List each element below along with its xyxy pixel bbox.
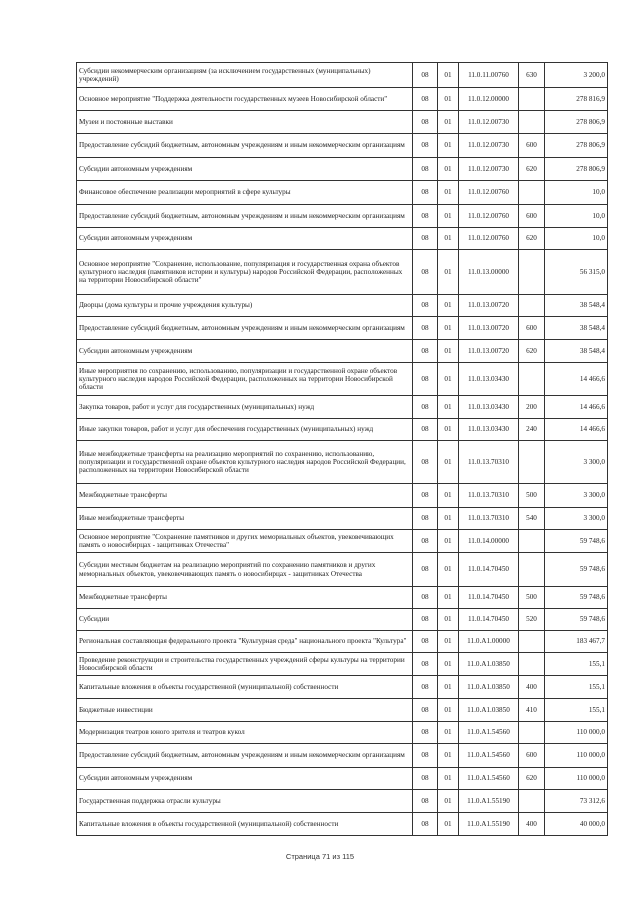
cell-subsection: 01: [438, 134, 459, 158]
cell-expense-type: [519, 111, 545, 134]
cell-target-article: 11.0.13.70310: [459, 484, 519, 508]
cell-section: 08: [413, 340, 438, 363]
cell-section: 08: [413, 158, 438, 181]
table-row: [77, 363, 608, 396]
cell-subsection: 01: [438, 228, 459, 250]
cell-section: 08: [413, 419, 438, 441]
cell-section: 08: [413, 813, 438, 836]
cell-expense-type: [519, 88, 545, 111]
cell-expense-type: [519, 181, 545, 205]
cell-target-article: 11.0.A1.03850: [459, 699, 519, 722]
table-row: [77, 722, 608, 744]
cell-amount: 40 000,0: [545, 813, 608, 836]
cell-section: 08: [413, 396, 438, 419]
table-row: [77, 699, 608, 722]
cell-section: 08: [413, 181, 438, 205]
cell-target-article: 11.0.A1.54560: [459, 722, 519, 744]
cell-section: 08: [413, 653, 438, 676]
cell-expense-type: 400: [519, 813, 545, 836]
cell-expense-type: [519, 553, 545, 587]
table-row: [77, 158, 608, 181]
cell-amount: 110 000,0: [545, 744, 608, 768]
cell-amount: 38 548,4: [545, 317, 608, 340]
cell-target-article: 11.0.12.00760: [459, 205, 519, 228]
cell-expense-type: 400: [519, 676, 545, 699]
cell-amount: 3 300,0: [545, 508, 608, 530]
table-row: [77, 250, 608, 295]
table-row: [77, 228, 608, 250]
cell-subsection: 01: [438, 587, 459, 609]
cell-amount: 59 748,6: [545, 587, 608, 609]
cell-name: Иные мероприятия по сохранению, использованию, популяризации и государственной охране объектов культурного наследия народов Российской Федерации, расположенных на территории Новосибирской области: [77, 363, 413, 396]
cell-amount: 3 300,0: [545, 484, 608, 508]
cell-section: 08: [413, 609, 438, 631]
cell-section: 08: [413, 790, 438, 813]
cell-expense-type: [519, 631, 545, 653]
cell-name: Основное мероприятие "Сохранение памятников и других мемориальных объектов, увековечивающих память о новосибирцах - защитниках Отечества": [77, 530, 413, 553]
cell-subsection: 01: [438, 676, 459, 699]
cell-target-article: 11.0.13.00720: [459, 340, 519, 363]
table-row: [77, 88, 608, 111]
cell-target-article: 11.0.12.00760: [459, 181, 519, 205]
table-row: [77, 813, 608, 836]
cell-subsection: 01: [438, 250, 459, 295]
cell-subsection: 01: [438, 631, 459, 653]
cell-target-article: 11.0.13.00720: [459, 295, 519, 317]
cell-section: 08: [413, 530, 438, 553]
cell-amount: 155,1: [545, 676, 608, 699]
cell-target-article: 11.0.A1.03850: [459, 653, 519, 676]
cell-section: 08: [413, 317, 438, 340]
cell-target-article: 11.0.13.00720: [459, 317, 519, 340]
cell-subsection: 01: [438, 295, 459, 317]
cell-expense-type: [519, 653, 545, 676]
cell-amount: 3 200,0: [545, 63, 608, 88]
cell-expense-type: [519, 530, 545, 553]
cell-name: Региональная составляющая федерального проекта "Культурная среда" национального проекта "Культура": [77, 631, 413, 653]
cell-name: Предоставление субсидий бюджетным, автономным учреждениям и иным некоммерческим организациям: [77, 744, 413, 768]
cell-target-article: 11.0.13.70310: [459, 508, 519, 530]
cell-name: Бюджетные инвестиции: [77, 699, 413, 722]
cell-name: Основное мероприятие "Сохранение, использование, популяризация и государственная охрана объектов культурного наследия (памятников истории и культуры) народов Российской Федерации, расположенных на территории Новосибирской области": [77, 250, 413, 295]
cell-target-article: 11.0.A1.55190: [459, 813, 519, 836]
cell-section: 08: [413, 699, 438, 722]
cell-amount: 110 000,0: [545, 768, 608, 790]
cell-amount: 14 466,6: [545, 419, 608, 441]
cell-name: Дворцы (дома культуры и прочие учреждения культуры): [77, 295, 413, 317]
cell-name: Капитальные вложения в объекты государственной (муниципальной) собственности: [77, 676, 413, 699]
cell-target-article: 11.0.14.70450: [459, 553, 519, 587]
cell-section: 08: [413, 111, 438, 134]
cell-amount: 59 748,6: [545, 530, 608, 553]
cell-section: 08: [413, 553, 438, 587]
cell-section: 08: [413, 631, 438, 653]
cell-subsection: 01: [438, 363, 459, 396]
cell-target-article: 11.0.14.70450: [459, 609, 519, 631]
cell-target-article: 11.0.11.00760: [459, 63, 519, 88]
cell-section: 08: [413, 441, 438, 484]
table-row: [77, 744, 608, 768]
cell-subsection: 01: [438, 111, 459, 134]
cell-section: 08: [413, 744, 438, 768]
cell-amount: 278 806,9: [545, 111, 608, 134]
cell-name: Предоставление субсидий бюджетным, автономным учреждениям и иным некоммерческим организациям: [77, 134, 413, 158]
cell-name: Модернизация театров юного зрителя и театров кукол: [77, 722, 413, 744]
cell-section: 08: [413, 508, 438, 530]
cell-expense-type: 600: [519, 317, 545, 340]
cell-expense-type: 630: [519, 63, 545, 88]
cell-name: Межбюджетные трансферты: [77, 484, 413, 508]
cell-name: Иные закупки товаров, работ и услуг для обеспечения государственных (муниципальных) нужд: [77, 419, 413, 441]
cell-target-article: 11.0.13.03430: [459, 363, 519, 396]
cell-subsection: 01: [438, 553, 459, 587]
table-row: [77, 205, 608, 228]
cell-expense-type: 620: [519, 768, 545, 790]
cell-subsection: 01: [438, 768, 459, 790]
cell-section: 08: [413, 768, 438, 790]
cell-subsection: 01: [438, 813, 459, 836]
cell-section: 08: [413, 63, 438, 88]
cell-section: 08: [413, 363, 438, 396]
cell-expense-type: 600: [519, 744, 545, 768]
cell-expense-type: [519, 790, 545, 813]
table-row: [77, 530, 608, 553]
cell-amount: 10,0: [545, 181, 608, 205]
cell-target-article: 11.0.A1.55190: [459, 790, 519, 813]
cell-section: 08: [413, 250, 438, 295]
cell-name: Капитальные вложения в объекты государственной (муниципальной) собственности: [77, 813, 413, 836]
cell-amount: 155,1: [545, 699, 608, 722]
cell-amount: 278 806,9: [545, 158, 608, 181]
table-row: [77, 317, 608, 340]
table-row: [77, 790, 608, 813]
cell-expense-type: 620: [519, 158, 545, 181]
cell-subsection: 01: [438, 317, 459, 340]
cell-target-article: 11.0.12.00730: [459, 111, 519, 134]
cell-subsection: 01: [438, 63, 459, 88]
cell-name: Субсидии автономным учреждениям: [77, 768, 413, 790]
cell-subsection: 01: [438, 484, 459, 508]
cell-amount: 10,0: [545, 228, 608, 250]
cell-expense-type: 200: [519, 396, 545, 419]
table-row: [77, 653, 608, 676]
cell-subsection: 01: [438, 699, 459, 722]
cell-amount: 14 466,6: [545, 363, 608, 396]
cell-amount: 155,1: [545, 653, 608, 676]
cell-amount: 110 000,0: [545, 722, 608, 744]
cell-section: 08: [413, 587, 438, 609]
table-row: [77, 111, 608, 134]
cell-subsection: 01: [438, 653, 459, 676]
cell-amount: 38 548,4: [545, 295, 608, 317]
cell-subsection: 01: [438, 181, 459, 205]
cell-expense-type: [519, 250, 545, 295]
cell-subsection: 01: [438, 205, 459, 228]
cell-name: Субсидии местным бюджетам на реализацию мероприятий по сохранению памятников и других мемориальных объектов, увековечивающих память о новосибирцах - защитниках Отечества: [77, 553, 413, 587]
cell-target-article: 11.0.14.00000: [459, 530, 519, 553]
page-footer: Страница 71 из 115: [285, 852, 355, 861]
cell-section: 08: [413, 134, 438, 158]
cell-amount: 56 315,0: [545, 250, 608, 295]
table-row: [77, 340, 608, 363]
cell-name: Субсидии автономным учреждениям: [77, 340, 413, 363]
cell-target-article: 11.0.14.70450: [459, 587, 519, 609]
cell-name: Субсидии автономным учреждениям: [77, 158, 413, 181]
cell-name: Субсидии автономным учреждениям: [77, 228, 413, 250]
cell-section: 08: [413, 676, 438, 699]
cell-expense-type: 540: [519, 508, 545, 530]
cell-section: 08: [413, 484, 438, 508]
table-row: [77, 419, 608, 441]
table-row: [77, 134, 608, 158]
cell-section: 08: [413, 722, 438, 744]
table-row: [77, 609, 608, 631]
cell-section: 08: [413, 228, 438, 250]
cell-name: Музеи и постоянные выставки: [77, 111, 413, 134]
cell-subsection: 01: [438, 609, 459, 631]
cell-expense-type: 620: [519, 340, 545, 363]
cell-target-article: 11.0.12.00000: [459, 88, 519, 111]
cell-expense-type: [519, 441, 545, 484]
cell-expense-type: [519, 722, 545, 744]
cell-target-article: 11.0.A1.03850: [459, 676, 519, 699]
table-row: [77, 63, 608, 88]
cell-expense-type: 620: [519, 228, 545, 250]
cell-subsection: 01: [438, 790, 459, 813]
cell-amount: 183 467,7: [545, 631, 608, 653]
table-row: [77, 508, 608, 530]
cell-target-article: 11.0.A1.00000: [459, 631, 519, 653]
cell-amount: 59 748,6: [545, 553, 608, 587]
table-row: [77, 181, 608, 205]
cell-name: Иные межбюджетные трансферты: [77, 508, 413, 530]
cell-target-article: 11.0.13.03430: [459, 396, 519, 419]
cell-subsection: 01: [438, 744, 459, 768]
cell-subsection: 01: [438, 158, 459, 181]
cell-name: Предоставление субсидий бюджетным, автономным учреждениям и иным некоммерческим организациям: [77, 317, 413, 340]
table-row: [77, 484, 608, 508]
cell-target-article: 11.0.12.00760: [459, 228, 519, 250]
cell-amount: 14 466,6: [545, 396, 608, 419]
cell-target-article: 11.0.12.00730: [459, 158, 519, 181]
cell-name: Проведение реконструкции и строительства государственных учреждений сферы культуры на территории Новосибирской области: [77, 653, 413, 676]
cell-section: 08: [413, 295, 438, 317]
cell-target-article: 11.0.A1.54560: [459, 768, 519, 790]
cell-subsection: 01: [438, 722, 459, 744]
table-row: [77, 768, 608, 790]
cell-target-article: 11.0.13.03430: [459, 419, 519, 441]
cell-name: Закупка товаров, работ и услуг для государственных (муниципальных) нужд: [77, 396, 413, 419]
cell-subsection: 01: [438, 396, 459, 419]
cell-amount: 3 300,0: [545, 441, 608, 484]
cell-expense-type: 500: [519, 587, 545, 609]
cell-name: Финансовое обеспечение реализации мероприятий в сфере культуры: [77, 181, 413, 205]
cell-expense-type: 600: [519, 205, 545, 228]
cell-name: Субсидии: [77, 609, 413, 631]
cell-subsection: 01: [438, 340, 459, 363]
cell-expense-type: 600: [519, 134, 545, 158]
cell-amount: 278 806,9: [545, 134, 608, 158]
cell-subsection: 01: [438, 441, 459, 484]
cell-target-article: 11.0.12.00730: [459, 134, 519, 158]
cell-name: Субсидии некоммерческим организациям (за исключением государственных (муниципальных) учреждений): [77, 63, 413, 88]
cell-target-article: 11.0.13.70310: [459, 441, 519, 484]
cell-target-article: 11.0.13.00000: [459, 250, 519, 295]
cell-subsection: 01: [438, 508, 459, 530]
cell-expense-type: [519, 363, 545, 396]
table-row: [77, 295, 608, 317]
budget-table-body: [77, 63, 608, 836]
cell-name: Государственная поддержка отрасли культуры: [77, 790, 413, 813]
cell-target-article: 11.0.A1.54560: [459, 744, 519, 768]
cell-name: Иные межбюджетные трансферты на реализацию мероприятий по сохранению, использованию, популяризации и государственной охране объектов культурного наследия народов Российской Федерации, расположенных на территории Новосибирской области: [77, 441, 413, 484]
budget-table: [76, 62, 608, 836]
cell-section: 08: [413, 205, 438, 228]
cell-expense-type: 520: [519, 609, 545, 631]
table-row: [77, 631, 608, 653]
cell-amount: 59 748,6: [545, 609, 608, 631]
cell-expense-type: 240: [519, 419, 545, 441]
table-row: [77, 553, 608, 587]
table-row: [77, 396, 608, 419]
cell-expense-type: 500: [519, 484, 545, 508]
cell-subsection: 01: [438, 419, 459, 441]
cell-amount: 278 816,9: [545, 88, 608, 111]
cell-subsection: 01: [438, 88, 459, 111]
cell-expense-type: [519, 295, 545, 317]
cell-name: Межбюджетные трансферты: [77, 587, 413, 609]
cell-name: Предоставление субсидий бюджетным, автономным учреждениям и иным некоммерческим организациям: [77, 205, 413, 228]
cell-subsection: 01: [438, 530, 459, 553]
cell-amount: 38 548,4: [545, 340, 608, 363]
table-row: [77, 441, 608, 484]
cell-section: 08: [413, 88, 438, 111]
cell-amount: 10,0: [545, 205, 608, 228]
table-row: [77, 587, 608, 609]
table-row: [77, 676, 608, 699]
cell-expense-type: 410: [519, 699, 545, 722]
cell-name: Основное мероприятие "Поддержка деятельности государственных музеев Новосибирской области": [77, 88, 413, 111]
cell-amount: 73 312,6: [545, 790, 608, 813]
